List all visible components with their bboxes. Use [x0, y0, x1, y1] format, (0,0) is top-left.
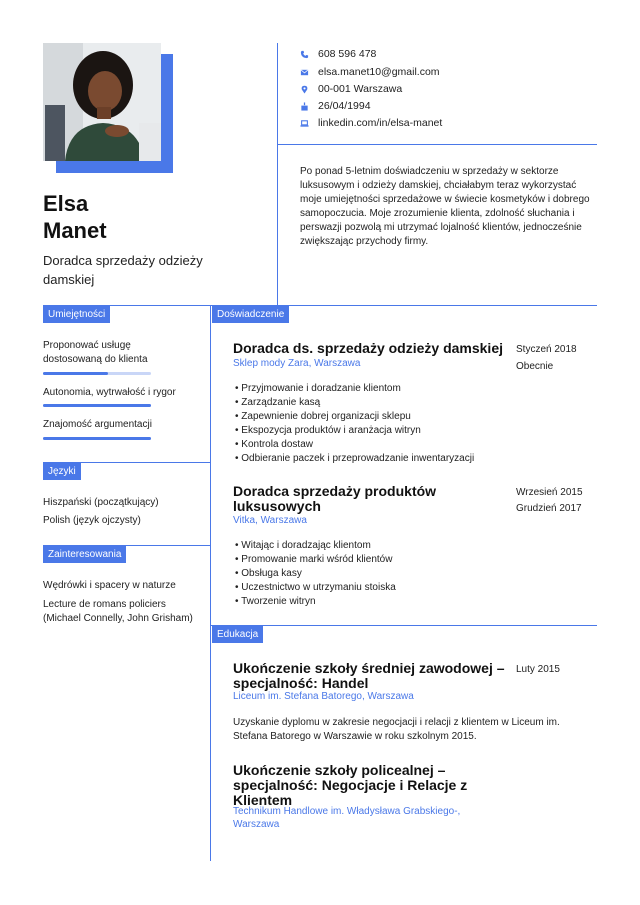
laptop-icon [300, 119, 309, 128]
contact-birthdate-text: 26/04/1994 [318, 100, 371, 112]
list-item: • Zapewnienie dobrej organizacji sklepu [235, 410, 525, 424]
list-item: • Przyjmowanie i doradzanie klientom [235, 382, 525, 396]
list-item: • Promowanie marki wśród klientów [235, 553, 525, 567]
portrait-illustration [43, 43, 161, 161]
list-item: • Zarządzanie kasą [235, 396, 525, 410]
skill-label: Autonomia, wytrwałość i rygor [43, 387, 176, 398]
location-pin-icon [300, 85, 309, 94]
main-divider-vertical [210, 305, 211, 861]
contact-phone-text: 608 596 478 [318, 48, 377, 60]
education-title: Ukończenie szkoły średniej zawodowej – specjalność: Handel [233, 660, 505, 691]
skill-level-bar [43, 404, 151, 407]
list-item: • Witając i doradzając klientom [235, 539, 525, 553]
education-school: Liceum im. Stefana Batorego, Warszawa [233, 691, 414, 702]
last-name: Manet [43, 218, 107, 243]
job-date-start: Wrzesień 2015 [516, 487, 583, 498]
education-title: Ukończenie szkoły policealnej – specjalność: Negocjacje i Relacje z Klientem [233, 762, 468, 808]
contact-linkedin-text: linkedin.com/in/elsa-manet [318, 117, 443, 129]
profile-photo [43, 43, 161, 161]
list-item: • Kontrola dostaw [235, 438, 525, 452]
job-date-start: Styczeń 2018 [516, 344, 577, 355]
profile-summary: Po ponad 5-letnim doświadczeniu w sprzedaży w sektorze luksusowym i odzieży damskiej, chciałabym teraz wykorzystać moje umiejętności sprzedażowe w świecie kosmetyków i dobrego samopoczucia. Moje zrozumienie klienta, zdolność słuchania i perswazji pozwolą mi utrzymać lojalność klientów, jednocześnie zwiększając przychody firmy. [300, 166, 590, 247]
contact-address-text: 00-001 Warszawa [318, 83, 403, 95]
language-item: Polish (język ojczysty) [43, 515, 141, 526]
contact-birthdate [300, 100, 371, 112]
job-company: Vitka, Warszawa [233, 515, 307, 526]
education-school: Technikum Handlowe im. Władysława Grabskiego-, Warszawa [233, 806, 461, 830]
job-company: Sklep mody Zara, Warszawa [233, 358, 361, 369]
education-date: Luty 2015 [516, 664, 560, 675]
first-name: Elsa [43, 191, 89, 216]
contact-phone [300, 48, 376, 60]
skill-label: Znajomość argumentacji [43, 419, 152, 430]
list-item: • Tworzenie witryn [235, 595, 525, 609]
job-title: Doradca ds. sprzedaży odzieży damskiej [233, 340, 503, 356]
header-divider-vertical [277, 43, 278, 305]
contact-email[interactable] [300, 66, 440, 78]
email-icon [300, 68, 309, 77]
job-date-end: Grudzień 2017 [516, 503, 582, 514]
contact-address [300, 83, 402, 95]
job-responsibilities [235, 539, 525, 609]
list-item: • Obsługa kasy [235, 567, 525, 581]
interest-item: Lecture de romans policiers (Michael Connelly, John Grisham) [43, 599, 193, 624]
contact-divider [277, 144, 597, 145]
section-interests: Zainteresowania [43, 546, 126, 563]
skill-level-bar [43, 437, 151, 440]
education-divider [210, 625, 597, 626]
section-education: Edukacja [212, 626, 263, 643]
skill-level-bar [43, 372, 108, 375]
headline: Doradca sprzedaży odzieży damskiej [43, 253, 203, 287]
interest-item: Wędrówki i spacery w naturze [43, 580, 176, 591]
phone-icon [300, 50, 309, 59]
section-languages: Języki [43, 463, 81, 480]
language-item: Hiszpański (początkujący) [43, 497, 159, 508]
contact-email-text: elsa.manet10@gmail.com [318, 66, 440, 78]
job-responsibilities [235, 382, 525, 466]
list-item: • Odbieranie paczek i przeprowadzanie inwentaryzacji [235, 452, 525, 466]
list-item: • Ekspozycja produktów i aranżacja witryn [235, 424, 525, 438]
section-skills: Umiejętności [43, 306, 110, 323]
skill-label: Proponować usługę dostosowaną do klienta [43, 340, 148, 365]
list-item: • Uczestnictwo w utrzymaniu stoiska [235, 581, 525, 595]
job-title: Doradca sprzedaży produktów luksusowych [233, 483, 437, 514]
contact-linkedin[interactable] [300, 117, 442, 129]
birthday-icon [300, 102, 309, 111]
education-description: Uzyskanie dyplomu w zakresie negocjacji i relacji z klientem w Liceum im. Stefana Batorego w Warszawie w roku szkolnym 2015. [233, 717, 560, 742]
job-date-end: Obecnie [516, 361, 554, 372]
section-experience: Doświadczenie [212, 306, 289, 323]
